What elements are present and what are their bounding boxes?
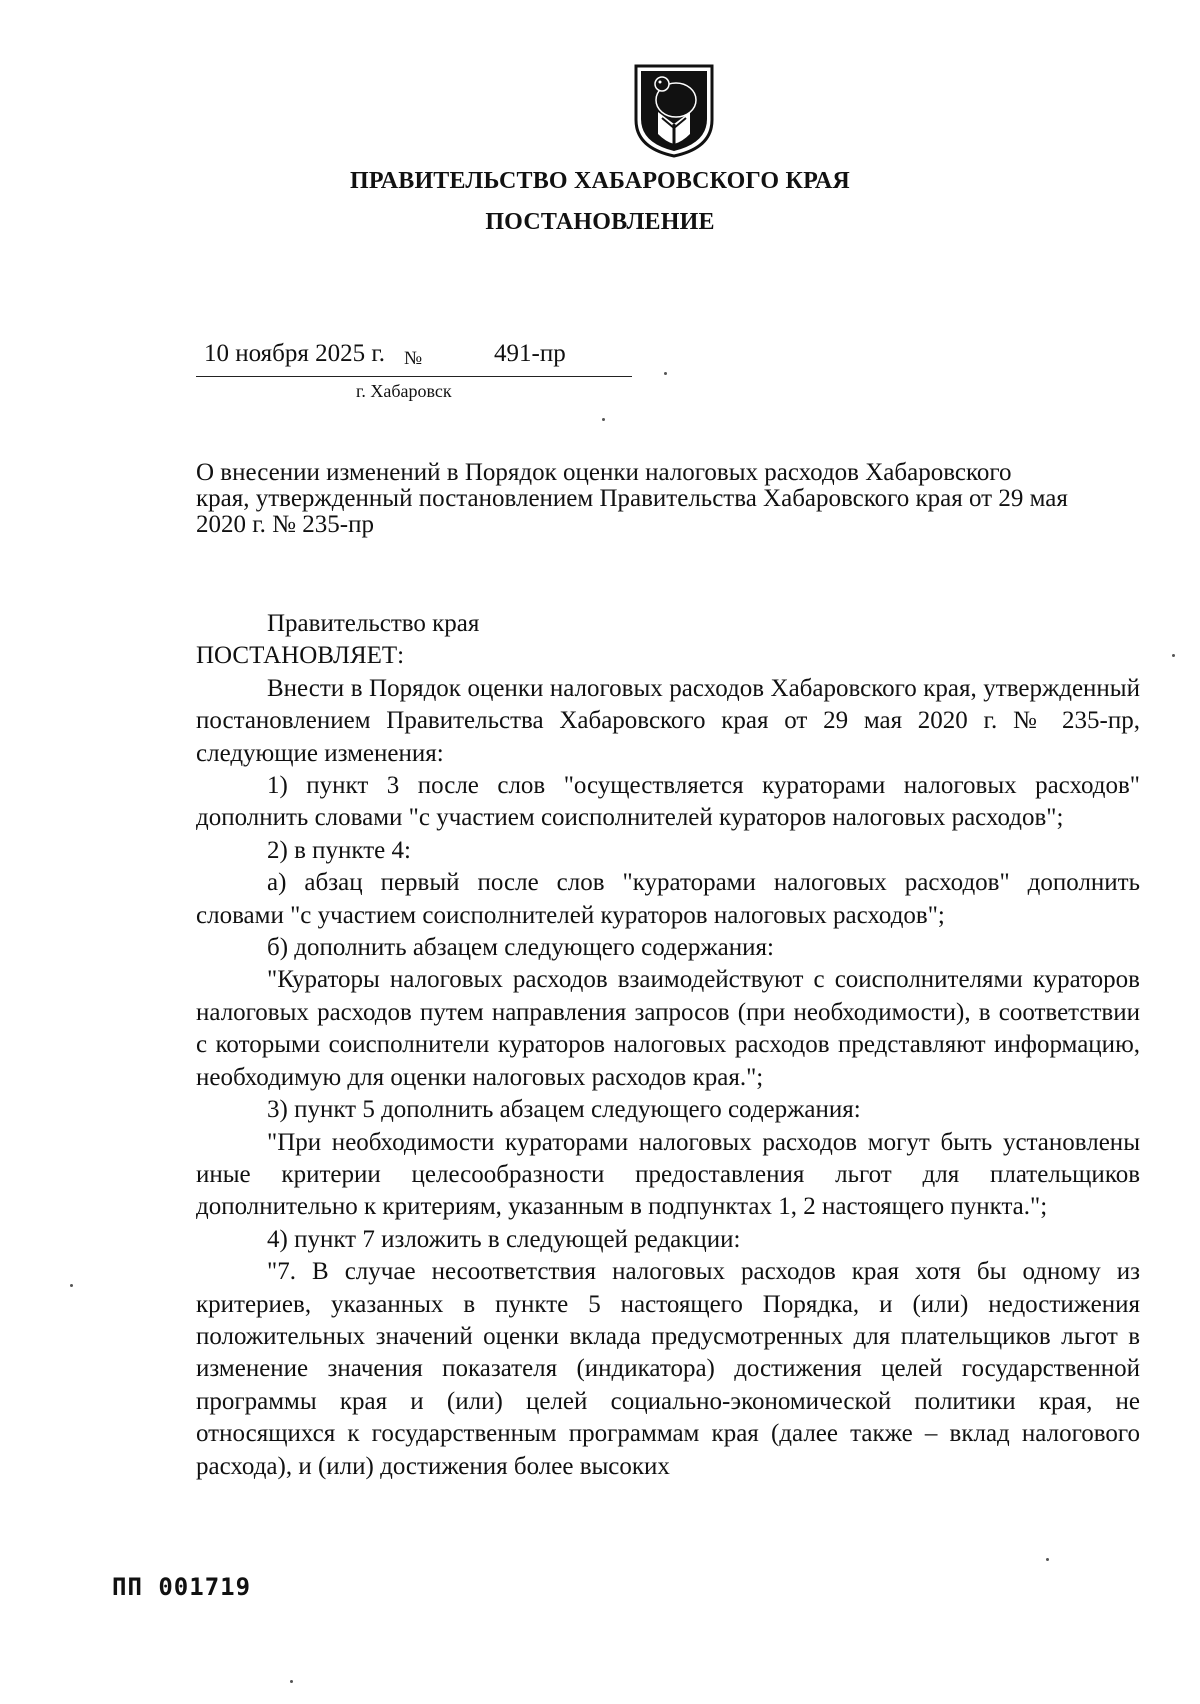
scan-speck bbox=[602, 418, 605, 421]
title-line: края, утвержденный постановлением Правительства Хабаровского края от 29 мая bbox=[196, 485, 1068, 512]
coat-of-arms-icon bbox=[632, 62, 716, 158]
body-paragraph: "7. В случае несоответствия налоговых расходов края хотя бы одному из критериев, указанных в пункте 5 настоящего Порядка, и (или) недостижения положительных значений оценки вклада предусмотренных для плательщиков льгот в изменение значения показателя (индикатора) достижения целей государственной программы края и (или) целей социально-экономической политики края, не относящихся к государственным программам края (далее также – вклад налогового расхода), и (или) достижения более высоких bbox=[196, 1258, 1140, 1480]
body-paragraph: "При необходимости кураторами налоговых расходов могут быть установлены иные критерии целесообразности предоставления льгот для плательщиков дополнительно к критериям, указанным в подпунктах 1, 2 настоящего пункта."; bbox=[196, 1128, 1140, 1221]
scan-speck bbox=[664, 372, 667, 375]
form-serial-number: ПП 001719 bbox=[112, 1573, 252, 1601]
date-underline bbox=[196, 376, 632, 377]
body-paragraph: 2) в пункте 4: bbox=[267, 836, 411, 864]
scan-speck bbox=[70, 1284, 73, 1287]
preamble-government: Правительство края bbox=[267, 610, 480, 637]
body-paragraph: 1) пункт 3 после слов "осуществляется кураторами налоговых расходов" дополнить словами "с участием соисполнителей кураторов налоговых расходов"; bbox=[196, 772, 1140, 832]
document-body bbox=[196, 608, 1140, 1483]
scan-speck bbox=[1046, 1558, 1049, 1561]
organization-name: ПРАВИТЕЛЬСТВО ХАБАРОВСКОГО КРАЯ bbox=[350, 168, 850, 194]
body-paragraph: б) дополнить абзацем следующего содержания: bbox=[267, 934, 774, 962]
body-paragraph: Внести в Порядок оценки налоговых расходов Хабаровского края, утвержденный постановлением Правительства Хабаровского края от 29 мая 2020 г. № 235-пр, следующие изменения: bbox=[196, 674, 1140, 767]
document-type: ПОСТАНОВЛЕНИЕ bbox=[485, 209, 715, 235]
date-number-row bbox=[196, 340, 636, 378]
document-number: 491-пр bbox=[494, 340, 566, 367]
title-line: О внесении изменений в Порядок оценки налоговых расходов Хабаровского bbox=[196, 459, 1012, 486]
resolves-heading: ПОСТАНОВЛЯЕТ: bbox=[196, 642, 405, 670]
body-paragraph: "Кураторы налоговых расходов взаимодействуют с соисполнителями кураторов налоговых расходов путем направления запросов (при необходимости), в соответствии с которыми соисполнители кураторов налоговых расходов представляют информацию, необходимую для оценки налоговых расходов края."; bbox=[196, 966, 1140, 1091]
body-paragraph: а) абзац первый после слов "кураторами налоговых расходов" дополнить словами "с участием соисполнителей кураторов налоговых расходов"; bbox=[196, 869, 1140, 929]
document-date: 10 ноября 2025 г. bbox=[204, 340, 386, 367]
title-line: 2020 г. № 235-пр bbox=[196, 511, 374, 538]
city-label: г. Хабаровск bbox=[356, 381, 452, 401]
body-paragraph: 4) пункт 7 изложить в следующей редакции: bbox=[267, 1225, 741, 1253]
body-paragraph: 3) пункт 5 дополнить абзацем следующего содержания: bbox=[267, 1096, 861, 1124]
document-title bbox=[196, 460, 1138, 538]
scan-speck bbox=[1172, 654, 1175, 657]
scan-speck bbox=[290, 1680, 293, 1683]
number-sign: № bbox=[404, 348, 423, 369]
